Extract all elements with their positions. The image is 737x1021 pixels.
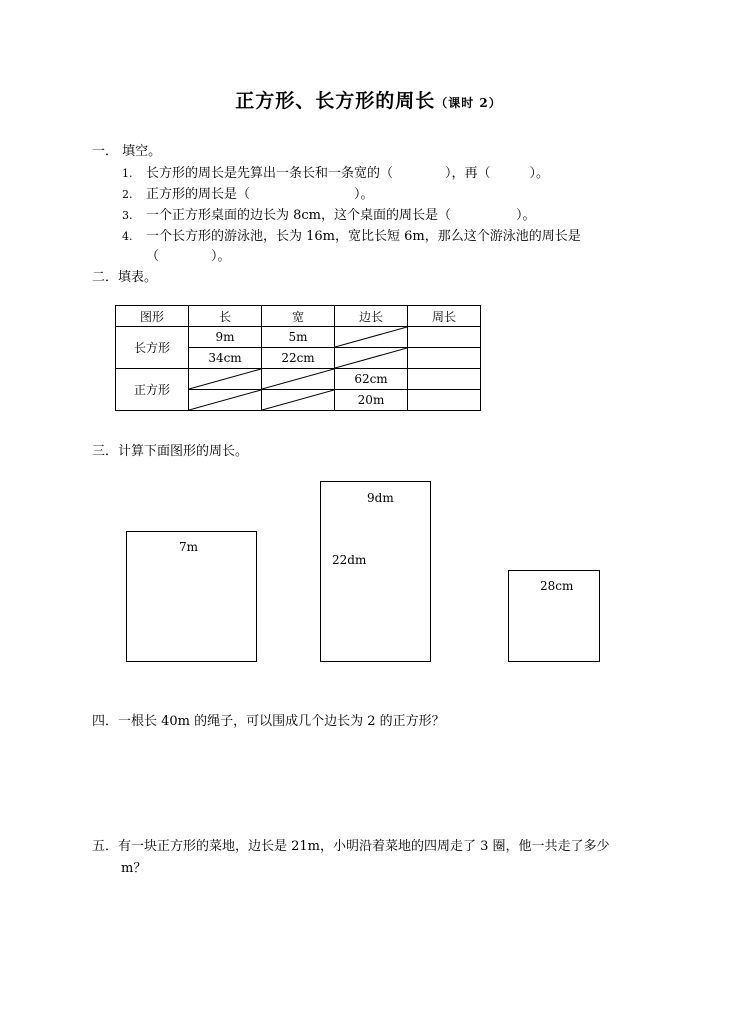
square-row2-width-crossed bbox=[262, 390, 335, 411]
square-shape-1 bbox=[126, 531, 257, 662]
section-4-question: 四．一根长 40m 的绳子，可以围成几个边长为 2 的正方形？ bbox=[92, 714, 445, 729]
header-length: 长 bbox=[189, 306, 262, 327]
header-shape: 图形 bbox=[116, 306, 189, 327]
square-row2-length-crossed bbox=[189, 390, 262, 411]
fill-item-2: 2. 正方形的周长是（ ）。 bbox=[122, 187, 374, 202]
rect-row1-side-crossed bbox=[335, 327, 408, 348]
square-row2-perimeter bbox=[408, 390, 481, 411]
square-row1-length-crossed bbox=[189, 369, 262, 390]
title-sub: （课时 2） bbox=[435, 96, 502, 110]
square-row2-side: 20m bbox=[335, 390, 408, 411]
header-perimeter: 周长 bbox=[408, 306, 481, 327]
rectangle-shape bbox=[320, 481, 431, 662]
fill-table bbox=[115, 305, 481, 411]
header-side: 边长 bbox=[335, 306, 408, 327]
fill-item-1: 1. 长方形的周长是先算出一条长和一条宽的（ ），再（ ）。 bbox=[122, 166, 550, 181]
square-shape-1-label: 7m bbox=[179, 540, 199, 554]
rect-row2-length: 34cm bbox=[189, 348, 262, 369]
rectangle-height-label: 22dm bbox=[332, 553, 367, 567]
square-row1-width-crossed bbox=[262, 369, 335, 390]
square-row1-perimeter bbox=[408, 369, 481, 390]
rect-label: 长方形 bbox=[116, 327, 189, 369]
square-label: 正方形 bbox=[116, 369, 189, 411]
title-main: 正方形、长方形的周长 bbox=[235, 90, 436, 112]
section-2-heading: 二．填表。 bbox=[92, 270, 158, 285]
page-title bbox=[0, 86, 737, 113]
fill-item-4: 4. 一个长方形的游泳池，长为 16m，宽比长短 6m，那么这个游泳池的周长是 bbox=[122, 229, 581, 244]
rectangle-width-label: 9dm bbox=[367, 491, 394, 505]
section-3-heading: 三．计算下面图形的周长。 bbox=[92, 444, 249, 459]
rect-row1-width: 5m bbox=[262, 327, 335, 348]
header-width: 宽 bbox=[262, 306, 335, 327]
rect-row2-perimeter bbox=[408, 348, 481, 369]
fill-item-3: 3. 一个正方形桌面的边长为 8cm，这个桌面的周长是（ ）。 bbox=[122, 208, 536, 223]
section-5-question-line2: m？ bbox=[121, 861, 147, 876]
square-row1-side: 62cm bbox=[335, 369, 408, 390]
section-5-question-line1: 五．有一块正方形的菜地，边长是 21m，小明沿着菜地的四周走了 3 圈，他一共走了多少 bbox=[92, 839, 610, 854]
rect-row2-width: 22cm bbox=[262, 348, 335, 369]
section-1-heading: 一． 填空。 bbox=[92, 144, 162, 159]
square-shape-2 bbox=[508, 570, 600, 662]
rect-row2-side-crossed bbox=[335, 348, 408, 369]
fill-item-4-continued: （ ）。 bbox=[146, 249, 231, 264]
rect-row1-length: 9m bbox=[189, 327, 262, 348]
rect-row1-perimeter bbox=[408, 327, 481, 348]
square-shape-2-label: 28cm bbox=[540, 579, 574, 593]
